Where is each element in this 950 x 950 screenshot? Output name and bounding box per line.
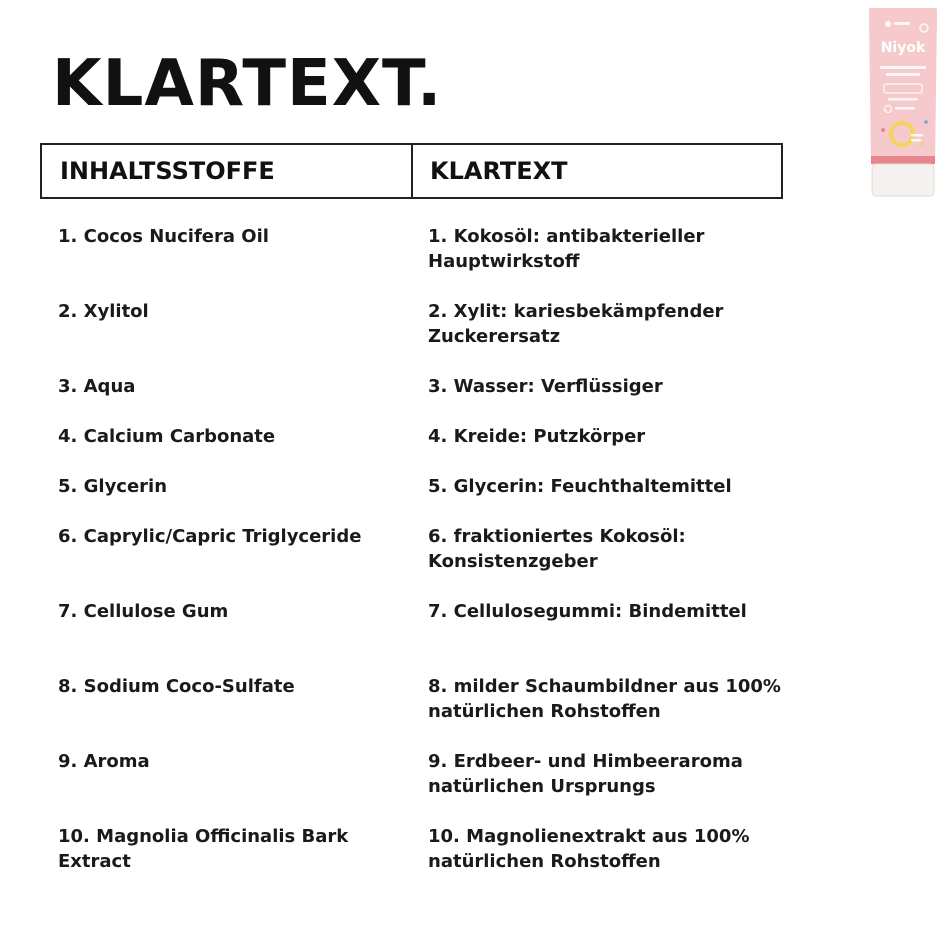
ingredient-explanation: 10. Magnolienextrakt aus 100% natürlichen Rohstoffen <box>428 826 750 872</box>
ingredient-name: 6. Caprylic/Capric Triglyceride <box>58 526 362 547</box>
ingredient-name: 9. Aroma <box>58 751 150 772</box>
ingredient-explanation: 6. fraktioniertes Kokosöl: Konsistenzgeber <box>428 526 686 572</box>
svg-text:Niyok: Niyok <box>880 40 926 56</box>
ingredient-name: 3. Aqua <box>58 376 136 397</box>
ingredient-explanation: 4. Kreide: Putzkörper <box>428 426 646 447</box>
ingredient-name: 1. Cocos Nucifera Oil <box>58 226 269 247</box>
header-ingredients: INHALTSSTOFFE <box>60 157 275 185</box>
ingredient-name: 2. Xylitol <box>58 301 149 322</box>
ingredient-name: 10. Magnolia Officinalis Bark Extract <box>58 826 349 872</box>
ingredient-explanation: 2. Xylit: kariesbekämpfender Zuckerersatz <box>428 301 724 347</box>
header-klartext: KLARTEXT <box>430 157 568 185</box>
ingredient-name: 5. Glycerin <box>58 476 168 497</box>
ingredient-name: 7. Cellulose Gum <box>58 601 229 622</box>
ingredient-explanation: 8. milder Schaumbildner aus 100% natürlichen Rohstoffen <box>428 676 781 722</box>
ingredient-explanation: 9. Erdbeer- und Himbeeraroma natürlichen Ursprungs <box>428 751 743 797</box>
ingredient-explanation: 5. Glycerin: Feuchthaltemittel <box>428 476 732 497</box>
toothpaste-tube-icon <box>866 6 940 198</box>
ingredient-explanation: 7. Cellulosegummi: Bindemittel <box>428 601 747 622</box>
ingredient-name: 4. Calcium Carbonate <box>58 426 276 447</box>
ingredient-explanation: 3. Wasser: Verflüssiger <box>428 376 663 397</box>
page-title: KLARTEXT. <box>52 47 443 121</box>
ingredient-explanation: 1. Kokosöl: antibakterieller Hauptwirkstoff <box>428 226 705 272</box>
ingredient-name: 8. Sodium Coco-Sulfate <box>58 676 295 697</box>
